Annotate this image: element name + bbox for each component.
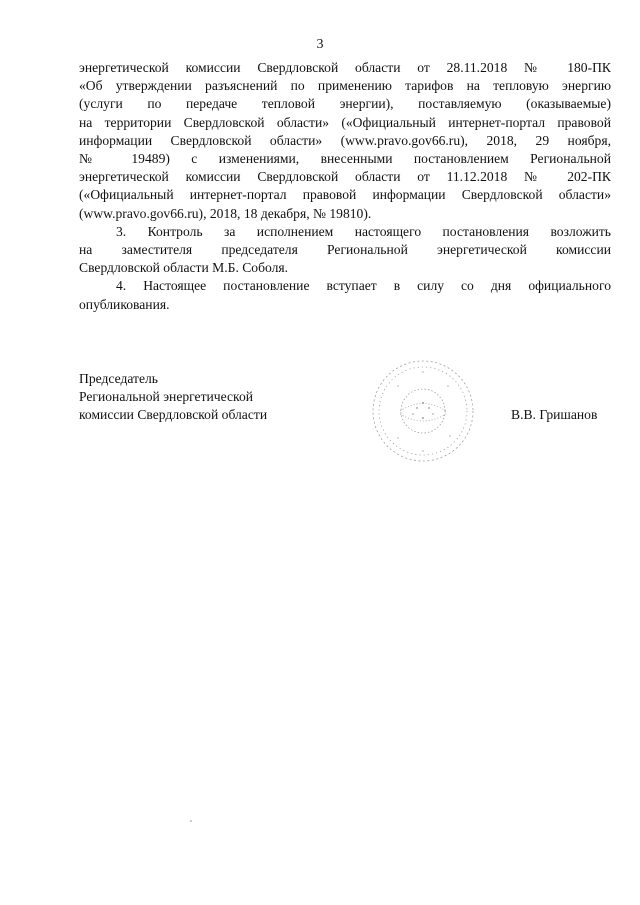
signatory-title-line: Региональной энергетической [79, 389, 254, 405]
text-line: 3. Контроль за исполнением настоящего постановления возложить [116, 223, 611, 239]
official-seal-icon [368, 356, 478, 466]
text-line: информации Свердловской области» (www.pravo.gov66.ru), 2018, 29 ноября, [79, 132, 611, 148]
text-line: (www.pravo.gov66.ru), 2018, 18 декабря, № 19810). [79, 205, 372, 221]
scan-speck [190, 820, 192, 822]
text-line: (услуги по передаче тепловой энергии), поставляемую (оказываемые) [79, 96, 611, 112]
signatory-title-line: комиссии Свердловской области [79, 407, 268, 423]
signatory-title [79, 370, 267, 425]
text-line: на территории Свердловской области» («Официальный интернет-портал правовой [79, 114, 611, 130]
paragraph-3 [79, 223, 611, 278]
text-line: на заместителя председателя Региональной энергетической комиссии [79, 242, 611, 258]
signatory-title-line: Председатель [79, 371, 158, 386]
text-line: Свердловской области М.Б. Соболя. [79, 260, 289, 276]
text-line: («Официальный интернет-портал правовой информации Свердловской области» [79, 187, 611, 203]
signatory-name: В.В. Гришанов [511, 407, 598, 422]
text-line: «Об утверждении разъяснений по применению тарифов на тепловую энергию [79, 78, 611, 94]
document-body [79, 59, 611, 314]
paragraph-continuation [79, 59, 611, 223]
page-number: 3 [316, 37, 324, 52]
text-line: энергетической комиссии Свердловской области от 11.12.2018 № 202-ПК [79, 169, 611, 185]
paragraph-4 [79, 277, 611, 313]
text-line: № 19489) с изменениями, внесенными постановлением Региональной [79, 151, 611, 167]
text-line: опубликования. [79, 296, 170, 312]
text-line: 4. Настоящее постановление вступает в силу со дня официального [116, 278, 611, 294]
text-line: энергетической комиссии Свердловской области от 28.11.2018 № 180-ПК [79, 60, 611, 75]
